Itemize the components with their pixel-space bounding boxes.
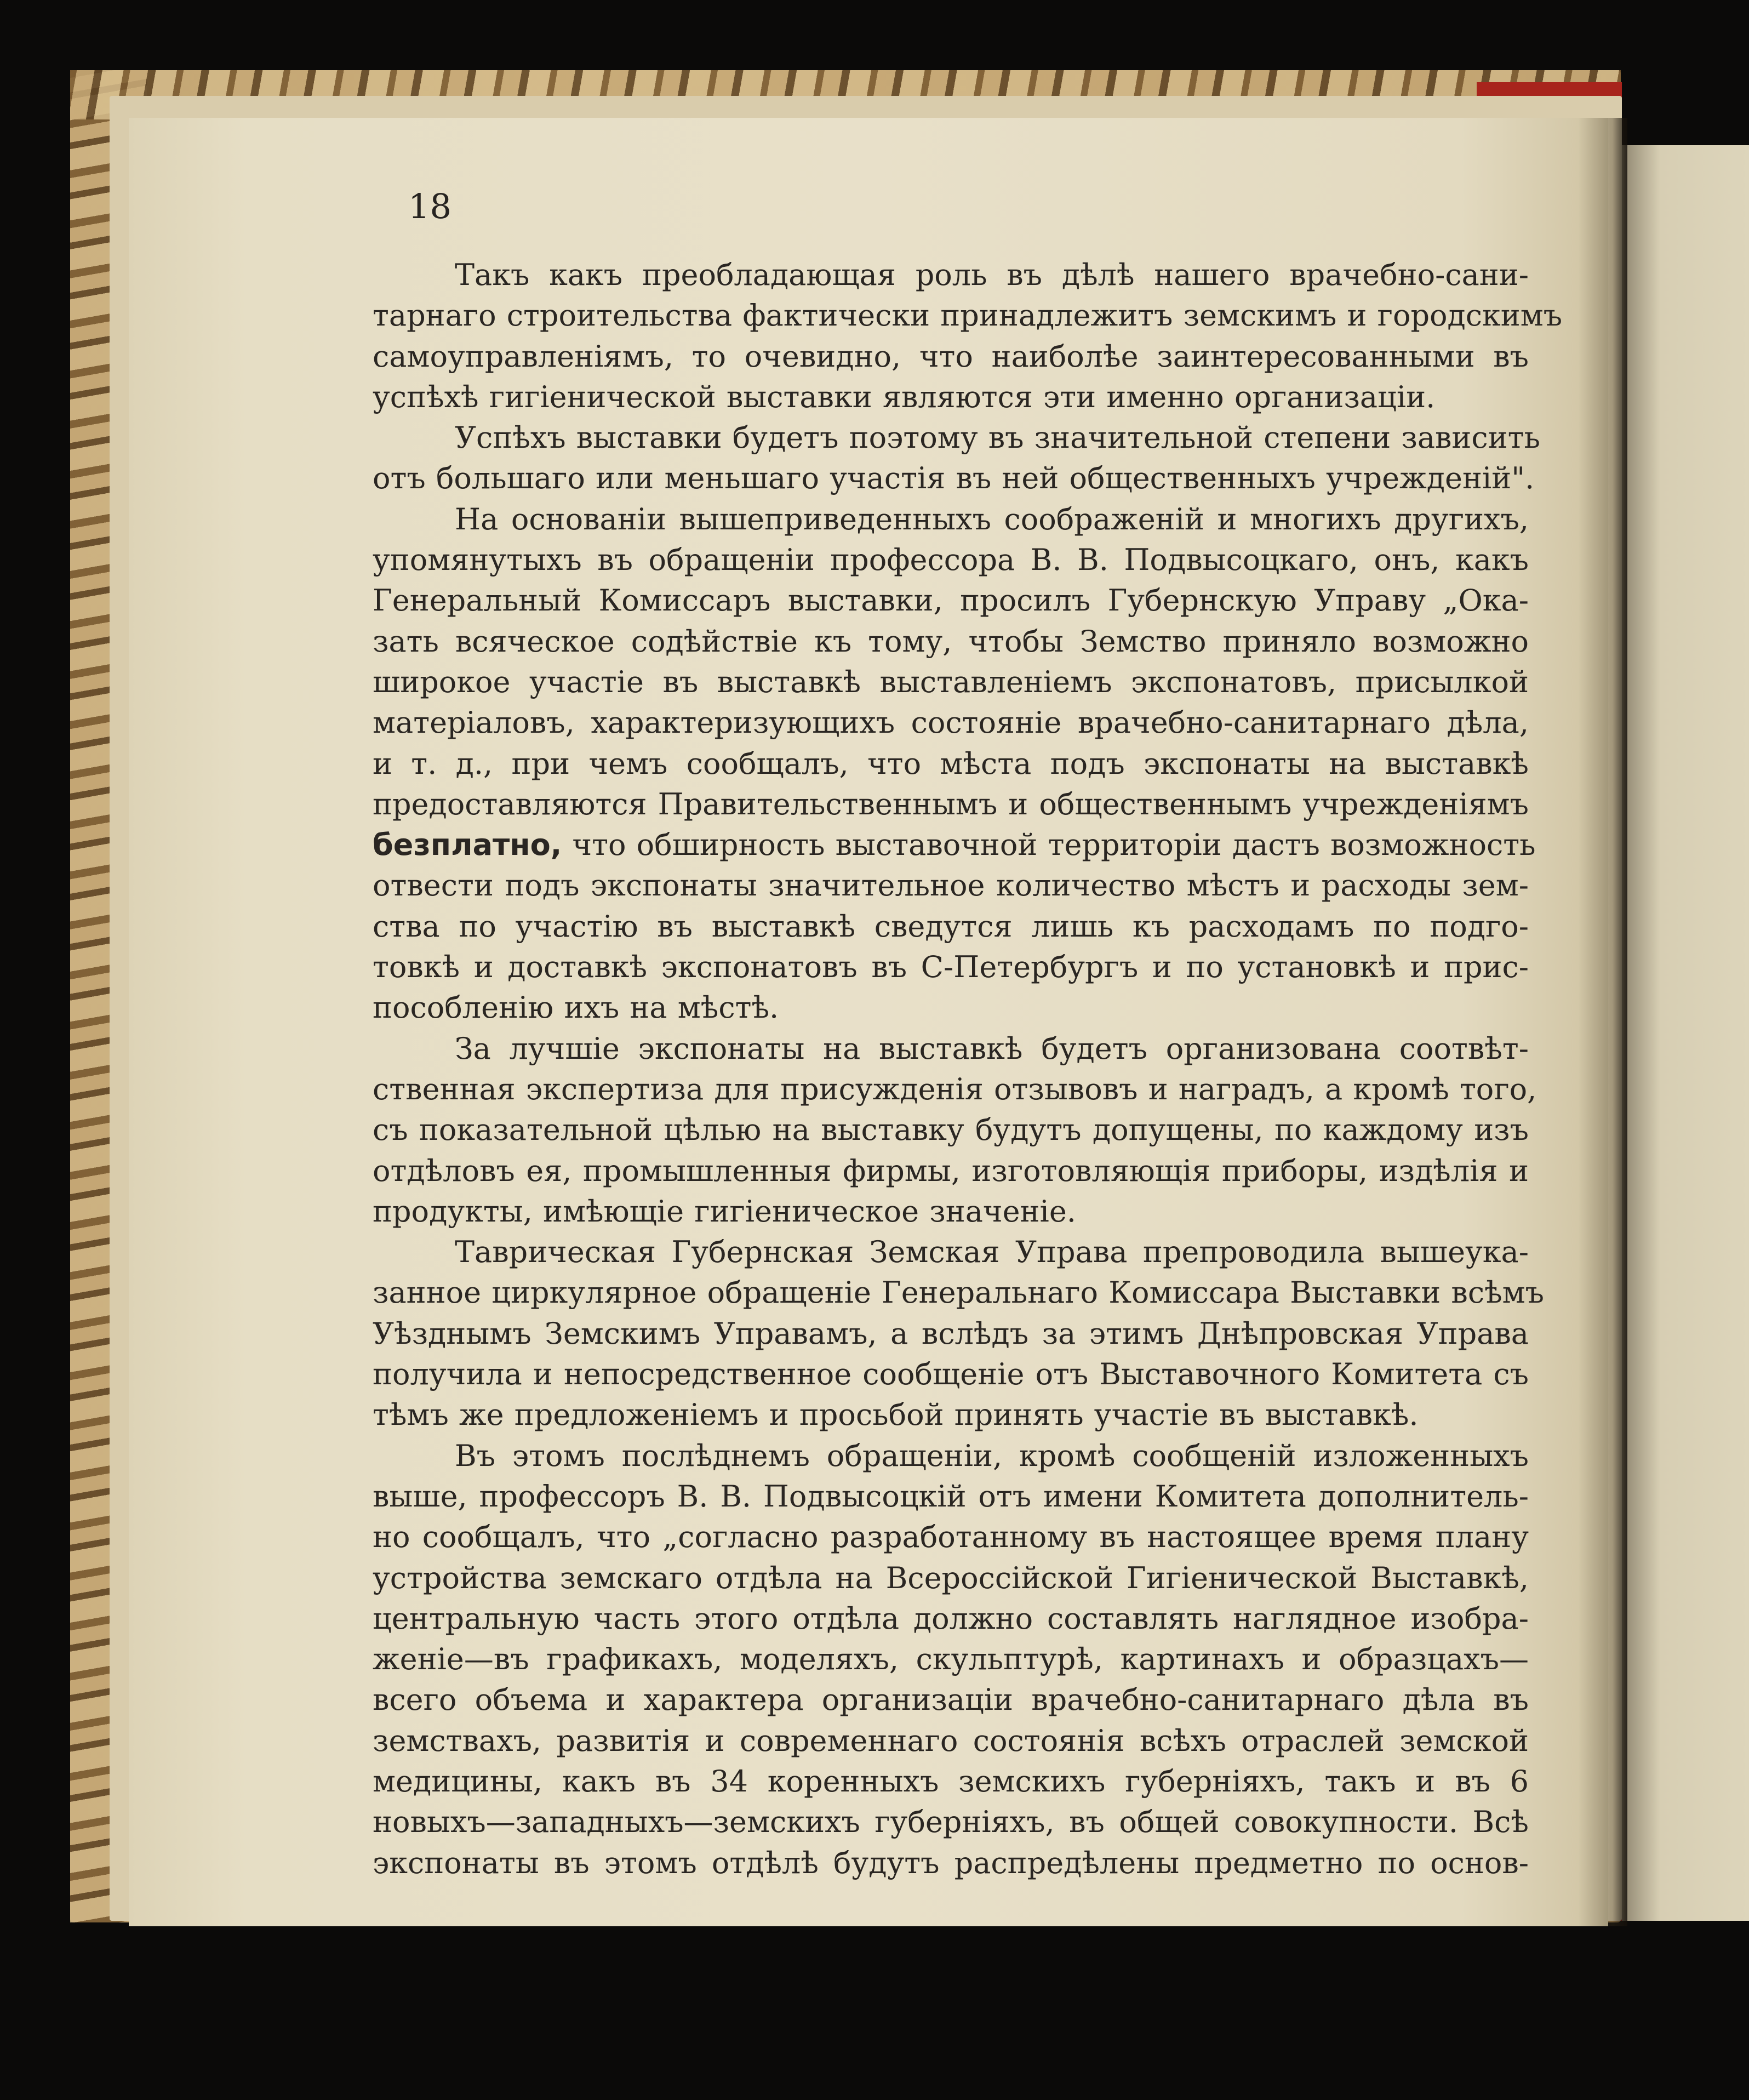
text-line: тѣмъ же предложеніемъ и просьбой принять участіе въ выставкѣ. — [373, 1397, 1419, 1433]
bold-word: безплатно, — [373, 828, 562, 863]
text-line: выше, профессоръ В. В. Подвысоцкій отъ имени Комитета дополнитель- — [373, 1479, 1529, 1514]
facing-page-edge — [1622, 145, 1749, 1921]
text-line: Уѣзднымъ Земскимъ Управамъ, а вслѣдъ за этимъ Днѣпровская Управа — [373, 1316, 1529, 1351]
text-line: Успѣхъ выставки будетъ поэтому въ значительной степени зависить — [455, 420, 1540, 455]
text-line: ства по участію въ выставкѣ сведутся лишь къ расходамъ по подго- — [373, 909, 1529, 944]
text-line: самоуправленіямъ, то очевидно, что наиболѣе заинтересованными въ — [373, 339, 1529, 374]
text-line: Такъ какъ преобладающая роль въ дѣлѣ нашего врачебно-сани- — [455, 258, 1529, 292]
text-line: предоставляются Правительственнымъ и общественнымъ учрежденіямъ — [373, 786, 1529, 821]
text-line: и т. д., при чемъ сообщалъ, что мѣста подъ экспонаты на выставкѣ — [373, 746, 1529, 781]
text-line: упомянутыхъ въ обращеніи профессора В. В. Подвысоцкаго, онъ, какъ — [373, 543, 1529, 578]
text-line-rest: что обширность выставочной территоріи дастъ возможность — [572, 828, 1536, 863]
text-line: экспонаты въ этомъ отдѣлѣ будутъ распредѣлены предметно по основ- — [373, 1845, 1529, 1880]
text-line: продукты, имѣющіе гигіеническое значеніе. — [373, 1194, 1076, 1229]
text-line: новыхъ—западныхъ—земскихъ губерніяхъ, въ общей совокупности. Всѣ — [373, 1805, 1529, 1840]
text-line: матеріаловъ, характеризующихъ состояніе врачебно-санитарнаго дѣла, — [373, 705, 1529, 740]
text-line: отвести подъ экспонаты значительное количество мѣстъ и расходы зем- — [373, 868, 1529, 903]
text-line: успѣхѣ гигіенической выставки являются эти именно организаціи. — [373, 379, 1436, 414]
page-body-text — [373, 255, 1563, 1884]
text-line: женіе—въ графикахъ, моделяхъ, скульптурѣ, картинахъ и образцахъ— — [373, 1642, 1529, 1677]
text-line: пособленію ихъ на мѣстѣ. — [373, 990, 779, 1025]
text-line: широкое участіе въ выставкѣ выставленіемъ экспонатовъ, присылкой — [373, 664, 1529, 699]
text-line: товкѣ и доставкѣ экспонатовъ въ С-Петербургъ и по установкѣ и прис- — [373, 950, 1529, 985]
text-line: Таврическая Губернская Земская Управа препроводила вышеука- — [455, 1235, 1529, 1270]
text-line: На основаніи вышеприведенныхъ соображеній и многихъ другихъ, — [455, 501, 1529, 537]
text-line: получила и непосредственное сообщеніе отъ Выставочного Комитета съ — [373, 1357, 1529, 1392]
text-line: медицины, какъ въ 34 коренныхъ земскихъ губерніяхъ, такъ и въ 6 — [373, 1764, 1529, 1799]
text-line: занное циркулярное обращеніе Генеральнаго Комиссара Выставки всѣмъ — [373, 1275, 1544, 1310]
text-line: отдѣловъ ея, промышленныя фирмы, изготовляющія приборы, издѣлія и — [373, 1153, 1529, 1188]
text-line: но сообщалъ, что „согласно разработанному въ настоящее время плану — [373, 1520, 1529, 1555]
text-line: тарнаго строительства фактически принадлежитъ земскимъ и городскимъ — [373, 298, 1563, 333]
text-line-with-bold — [373, 825, 1536, 865]
text-line: зать всяческое содѣйствіе къ тому, чтобы Земство приняло возможно — [373, 624, 1529, 659]
text-line: всего объема и характера организаціи врачебно-санитарнаго дѣла въ — [373, 1682, 1529, 1717]
gutter-shadow — [1578, 118, 1627, 1926]
text-line: земствахъ, развитія и современнаго состоянія всѣхъ отраслей земской — [373, 1723, 1529, 1758]
text-line: Генеральный Комиссаръ выставки, просилъ Губернскую Управу „Ока- — [373, 583, 1529, 618]
text-line: центральную часть этого отдѣла должно составлять наглядное изобра- — [373, 1601, 1529, 1636]
text-line: Въ этомъ послѣднемъ обращеніи, кромѣ сообщеній изложенныхъ — [455, 1438, 1529, 1473]
text-line: отъ большаго или меньшаго участія въ ней общественныхъ учрежденій". — [373, 461, 1535, 496]
text-line: съ показательной цѣлью на выставку будутъ допущены, по каждому изъ — [373, 1112, 1529, 1148]
page-number: 18 — [408, 186, 451, 226]
text-line: ственная экспертиза для присужденія отзывовъ и наградъ, а кромѣ того, — [373, 1071, 1537, 1106]
text-line: устройства земскаго отдѣла на Всероссійской Гигіенической Выставкѣ, — [373, 1560, 1529, 1595]
text-line: За лучшіе экспонаты на выставкѣ будетъ организована соотвѣт- — [455, 1031, 1529, 1066]
